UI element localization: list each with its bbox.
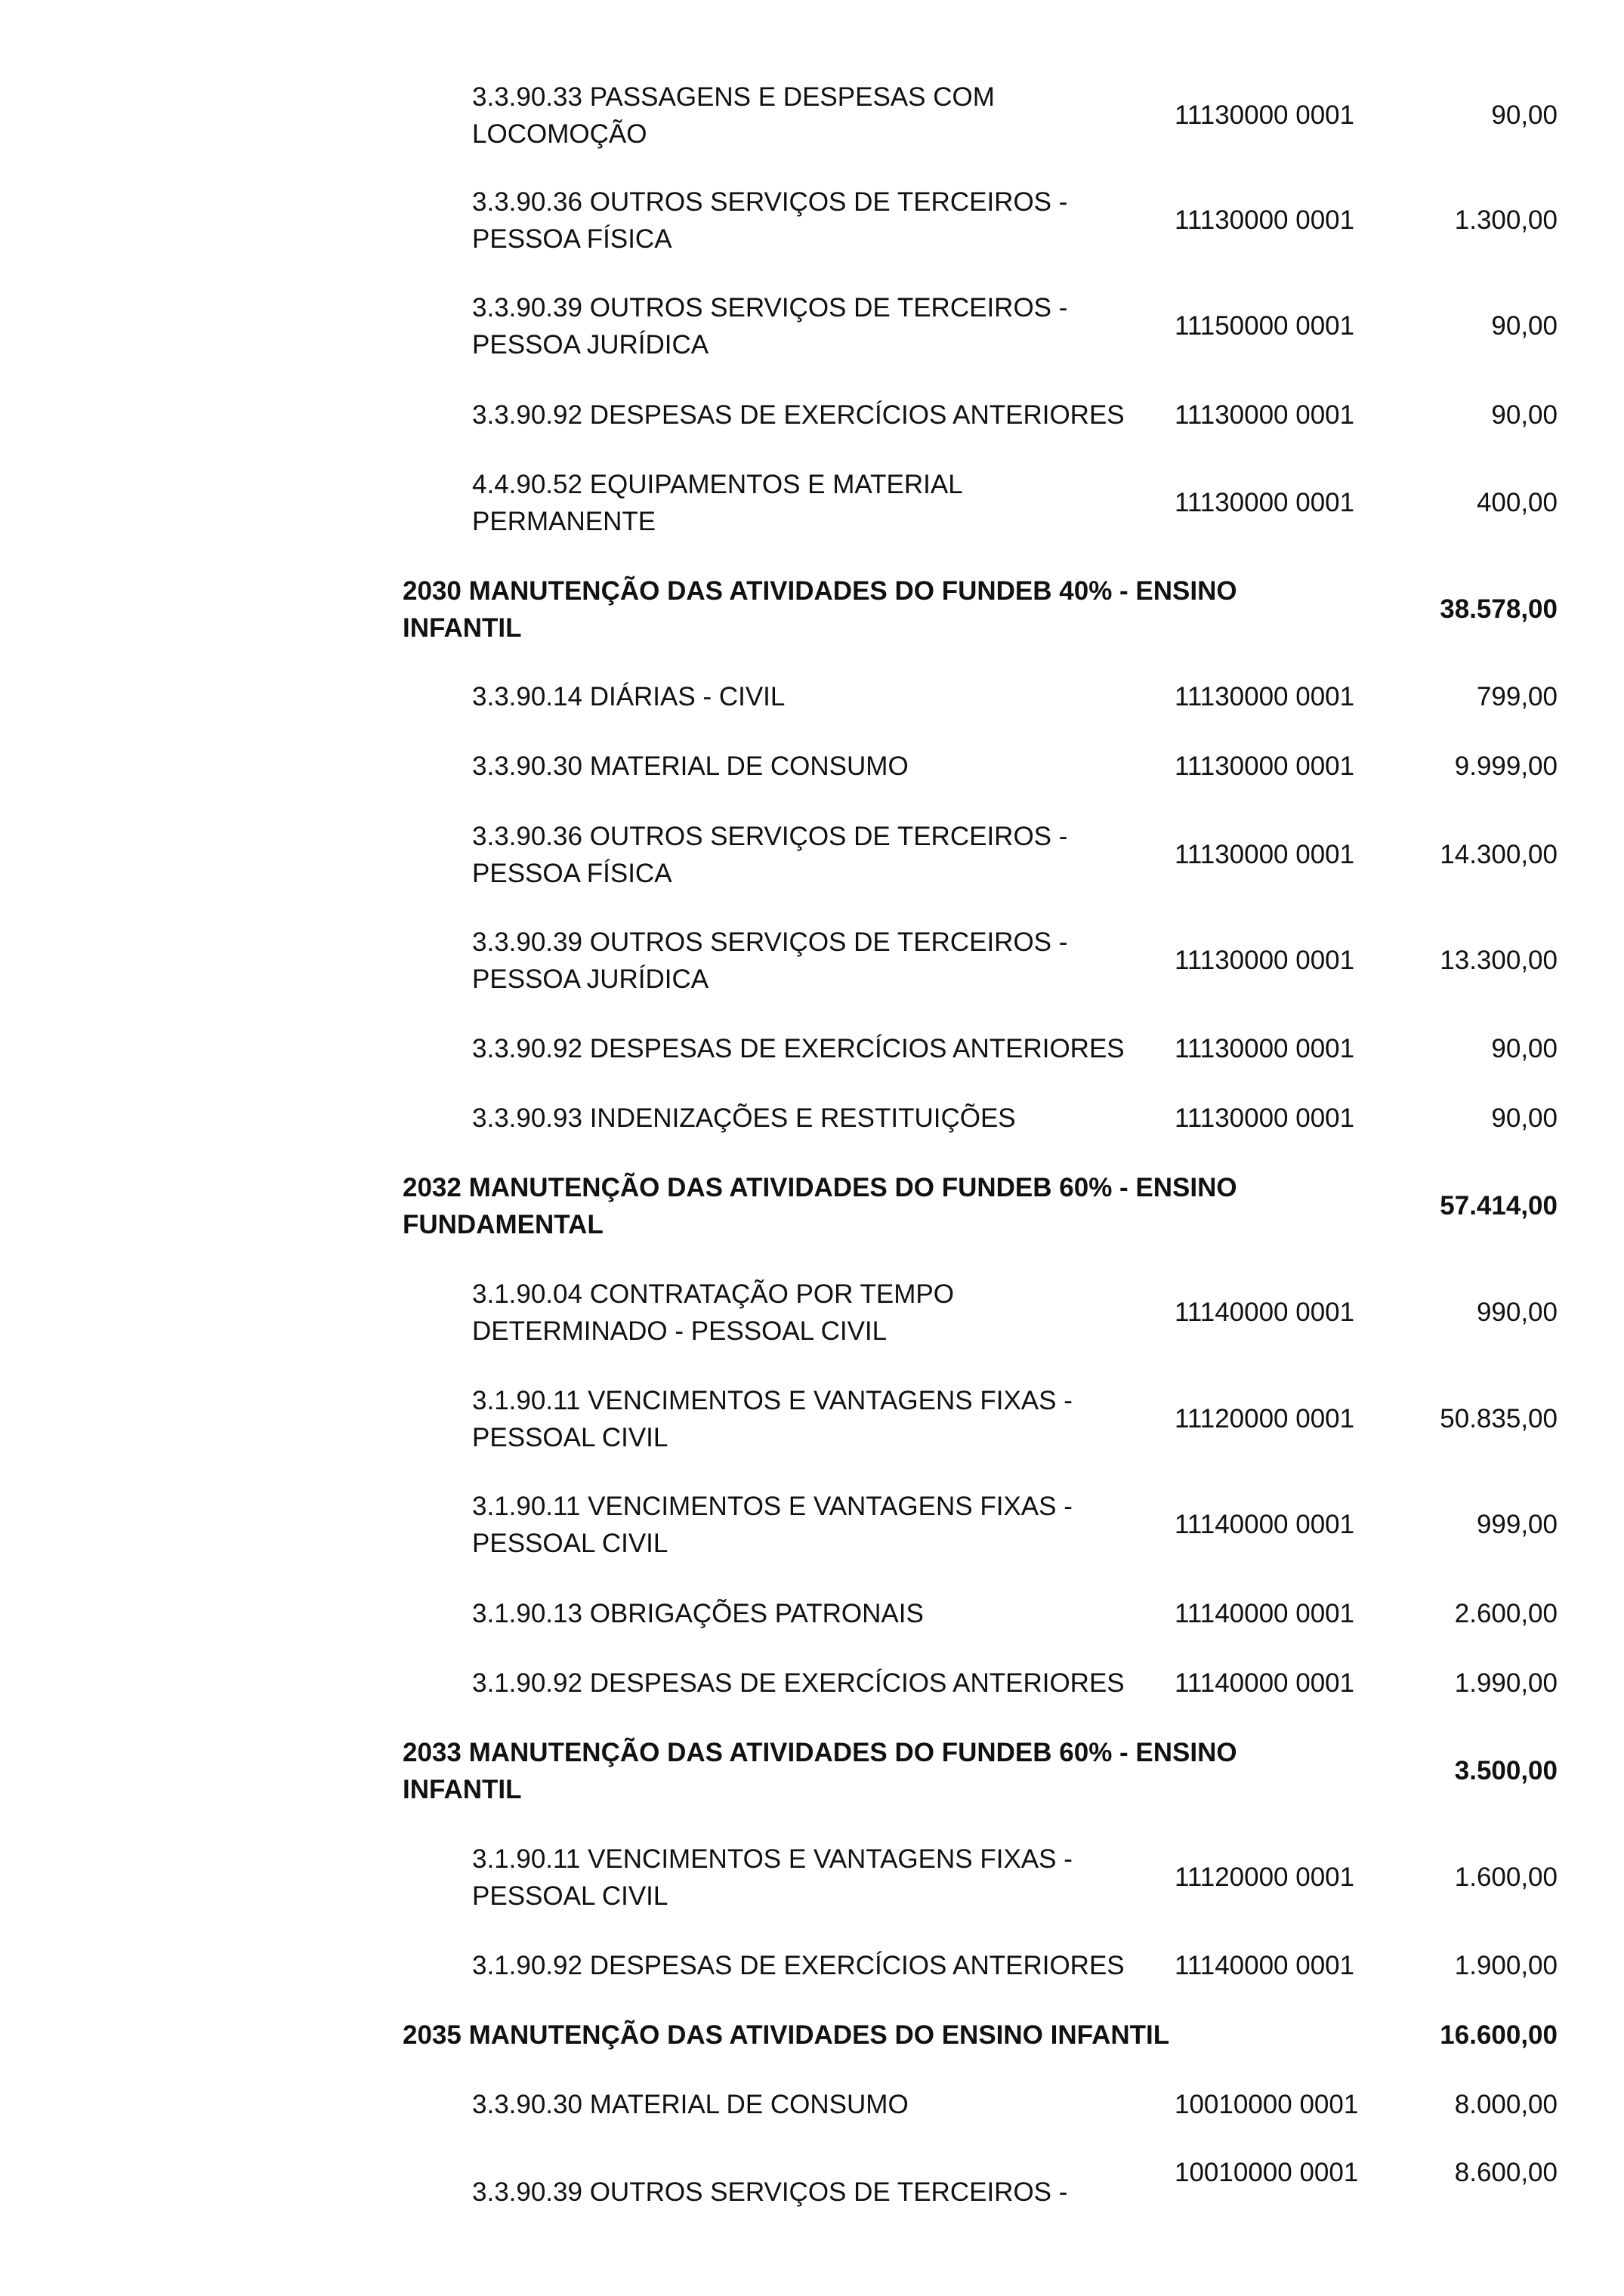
- expense-description: 3.3.90.39 OUTROS SERVIÇOS DE TERCEIROS -: [472, 2177, 1068, 2207]
- expense-description: 3.1.90.92 DESPESAS DE EXERCÍCIOS ANTERIORES: [472, 1951, 1125, 1980]
- expense-value: 1.300,00: [1454, 205, 1558, 235]
- expense-description: 3.3.90.92 DESPESAS DE EXERCÍCIOS ANTERIORES: [472, 400, 1125, 430]
- expense-value: 90,00: [1491, 1103, 1558, 1133]
- resource-source: 11150000 0001: [1175, 311, 1355, 341]
- expense-description: 3.1.90.11 VENCIMENTOS E VANTAGENS FIXAS - PESSOAL CIVIL: [472, 1844, 1073, 1911]
- expense-description: 3.3.90.39 OUTROS SERVIÇOS DE TERCEIROS - PESSOA JURÍDICA: [472, 293, 1068, 360]
- expense-description: 3.3.90.93 INDENIZAÇÕES E RESTITUIÇÕES: [472, 1103, 1016, 1133]
- resource-source: 11140000 0001: [1175, 1599, 1355, 1628]
- expense-value: 90,00: [1491, 1034, 1558, 1063]
- action-total: 3.500,00: [1454, 1756, 1558, 1785]
- expense-description: 3.1.90.11 VENCIMENTOS E VANTAGENS FIXAS - PESSOAL CIVIL: [472, 1386, 1073, 1452]
- action-title: 2030 MANUTENÇÃO DAS ATIVIDADES DO FUNDEB 40% - ENSINO INFANTIL: [403, 576, 1237, 643]
- resource-source: 11130000 0001: [1175, 840, 1355, 869]
- expense-value: 50.835,00: [1440, 1404, 1558, 1433]
- expense-description: 3.1.90.11 VENCIMENTOS E VANTAGENS FIXAS - PESSOAL CIVIL: [472, 1492, 1073, 1558]
- resource-source: 11140000 0001: [1175, 1298, 1355, 1327]
- expense-value: 1.600,00: [1454, 1862, 1558, 1892]
- resource-source: 10010000 0001: [1175, 2090, 1359, 2119]
- resource-source: 11130000 0001: [1175, 205, 1355, 235]
- expense-value: 2.600,00: [1454, 1599, 1558, 1628]
- resource-source: 11130000 0001: [1175, 946, 1355, 975]
- expense-description: 3.3.90.36 OUTROS SERVIÇOS DE TERCEIROS - PESSOA FÍSICA: [472, 187, 1068, 254]
- expense-value: 90,00: [1491, 100, 1558, 130]
- expense-description: 3.3.90.36 OUTROS SERVIÇOS DE TERCEIROS - PESSOA FÍSICA: [472, 822, 1068, 888]
- expense-value: 400,00: [1476, 488, 1558, 517]
- expense-description: 3.3.90.30 MATERIAL DE CONSUMO: [472, 2090, 909, 2119]
- resource-source: 11130000 0001: [1175, 400, 1355, 430]
- expense-description: 4.4.90.52 EQUIPAMENTOS E MATERIAL PERMANENTE: [472, 470, 962, 536]
- expense-value: 1.990,00: [1454, 1668, 1558, 1698]
- expense-value: 9.999,00: [1454, 751, 1558, 781]
- expense-description: 3.3.90.92 DESPESAS DE EXERCÍCIOS ANTERIORES: [472, 1034, 1125, 1063]
- expense-value: 1.900,00: [1454, 1951, 1558, 1980]
- expense-value: 90,00: [1491, 311, 1558, 341]
- resource-source: 11120000 0001: [1175, 1404, 1355, 1433]
- expense-value: 8.600,00: [1454, 2158, 1558, 2187]
- resource-source: 10010000 0001: [1175, 2158, 1359, 2187]
- action-total: 57.414,00: [1440, 1191, 1558, 1221]
- action-total: 16.600,00: [1440, 2020, 1558, 2050]
- expense-value: 999,00: [1476, 1510, 1558, 1539]
- expense-description: 3.3.90.33 PASSAGENS E DESPESAS COM LOCOMOÇÃO: [472, 82, 995, 149]
- expense-description: 3.3.90.39 OUTROS SERVIÇOS DE TERCEIROS - PESSOA JURÍDICA: [472, 927, 1068, 994]
- expense-description: 3.3.90.14 DIÁRIAS - CIVIL: [472, 682, 786, 711]
- expense-value: 990,00: [1476, 1298, 1558, 1327]
- resource-source: 11140000 0001: [1175, 1668, 1355, 1698]
- expense-value: 799,00: [1476, 682, 1558, 711]
- action-title: 2035 MANUTENÇÃO DAS ATIVIDADES DO ENSINO INFANTIL: [403, 2020, 1170, 2050]
- resource-source: 11130000 0001: [1175, 100, 1355, 130]
- resource-source: 11130000 0001: [1175, 1034, 1355, 1063]
- expense-value: 8.000,00: [1454, 2090, 1558, 2119]
- expense-description: 3.1.90.04 CONTRATAÇÃO POR TEMPO DETERMINADO - PESSOAL CIVIL: [472, 1279, 954, 1346]
- action-title: 2032 MANUTENÇÃO DAS ATIVIDADES DO FUNDEB 60% - ENSINO FUNDAMENTAL: [403, 1173, 1237, 1239]
- resource-source: 11140000 0001: [1175, 1510, 1355, 1539]
- expense-value: 90,00: [1491, 400, 1558, 430]
- resource-source: 11130000 0001: [1175, 751, 1355, 781]
- resource-source: 11130000 0001: [1175, 1103, 1355, 1133]
- expense-description: 3.1.90.92 DESPESAS DE EXERCÍCIOS ANTERIORES: [472, 1668, 1125, 1698]
- action-total: 38.578,00: [1440, 594, 1558, 624]
- expense-value: 14.300,00: [1440, 840, 1558, 869]
- expense-description: 3.3.90.30 MATERIAL DE CONSUMO: [472, 751, 909, 781]
- resource-source: 11140000 0001: [1175, 1951, 1355, 1980]
- resource-source: 11130000 0001: [1175, 488, 1355, 517]
- resource-source: 11130000 0001: [1175, 682, 1355, 711]
- action-title: 2033 MANUTENÇÃO DAS ATIVIDADES DO FUNDEB 60% - ENSINO INFANTIL: [403, 1738, 1237, 1804]
- expense-value: 13.300,00: [1440, 946, 1558, 975]
- resource-source: 11120000 0001: [1175, 1862, 1355, 1892]
- expense-description: 3.1.90.13 OBRIGAÇÕES PATRONAIS: [472, 1599, 924, 1628]
